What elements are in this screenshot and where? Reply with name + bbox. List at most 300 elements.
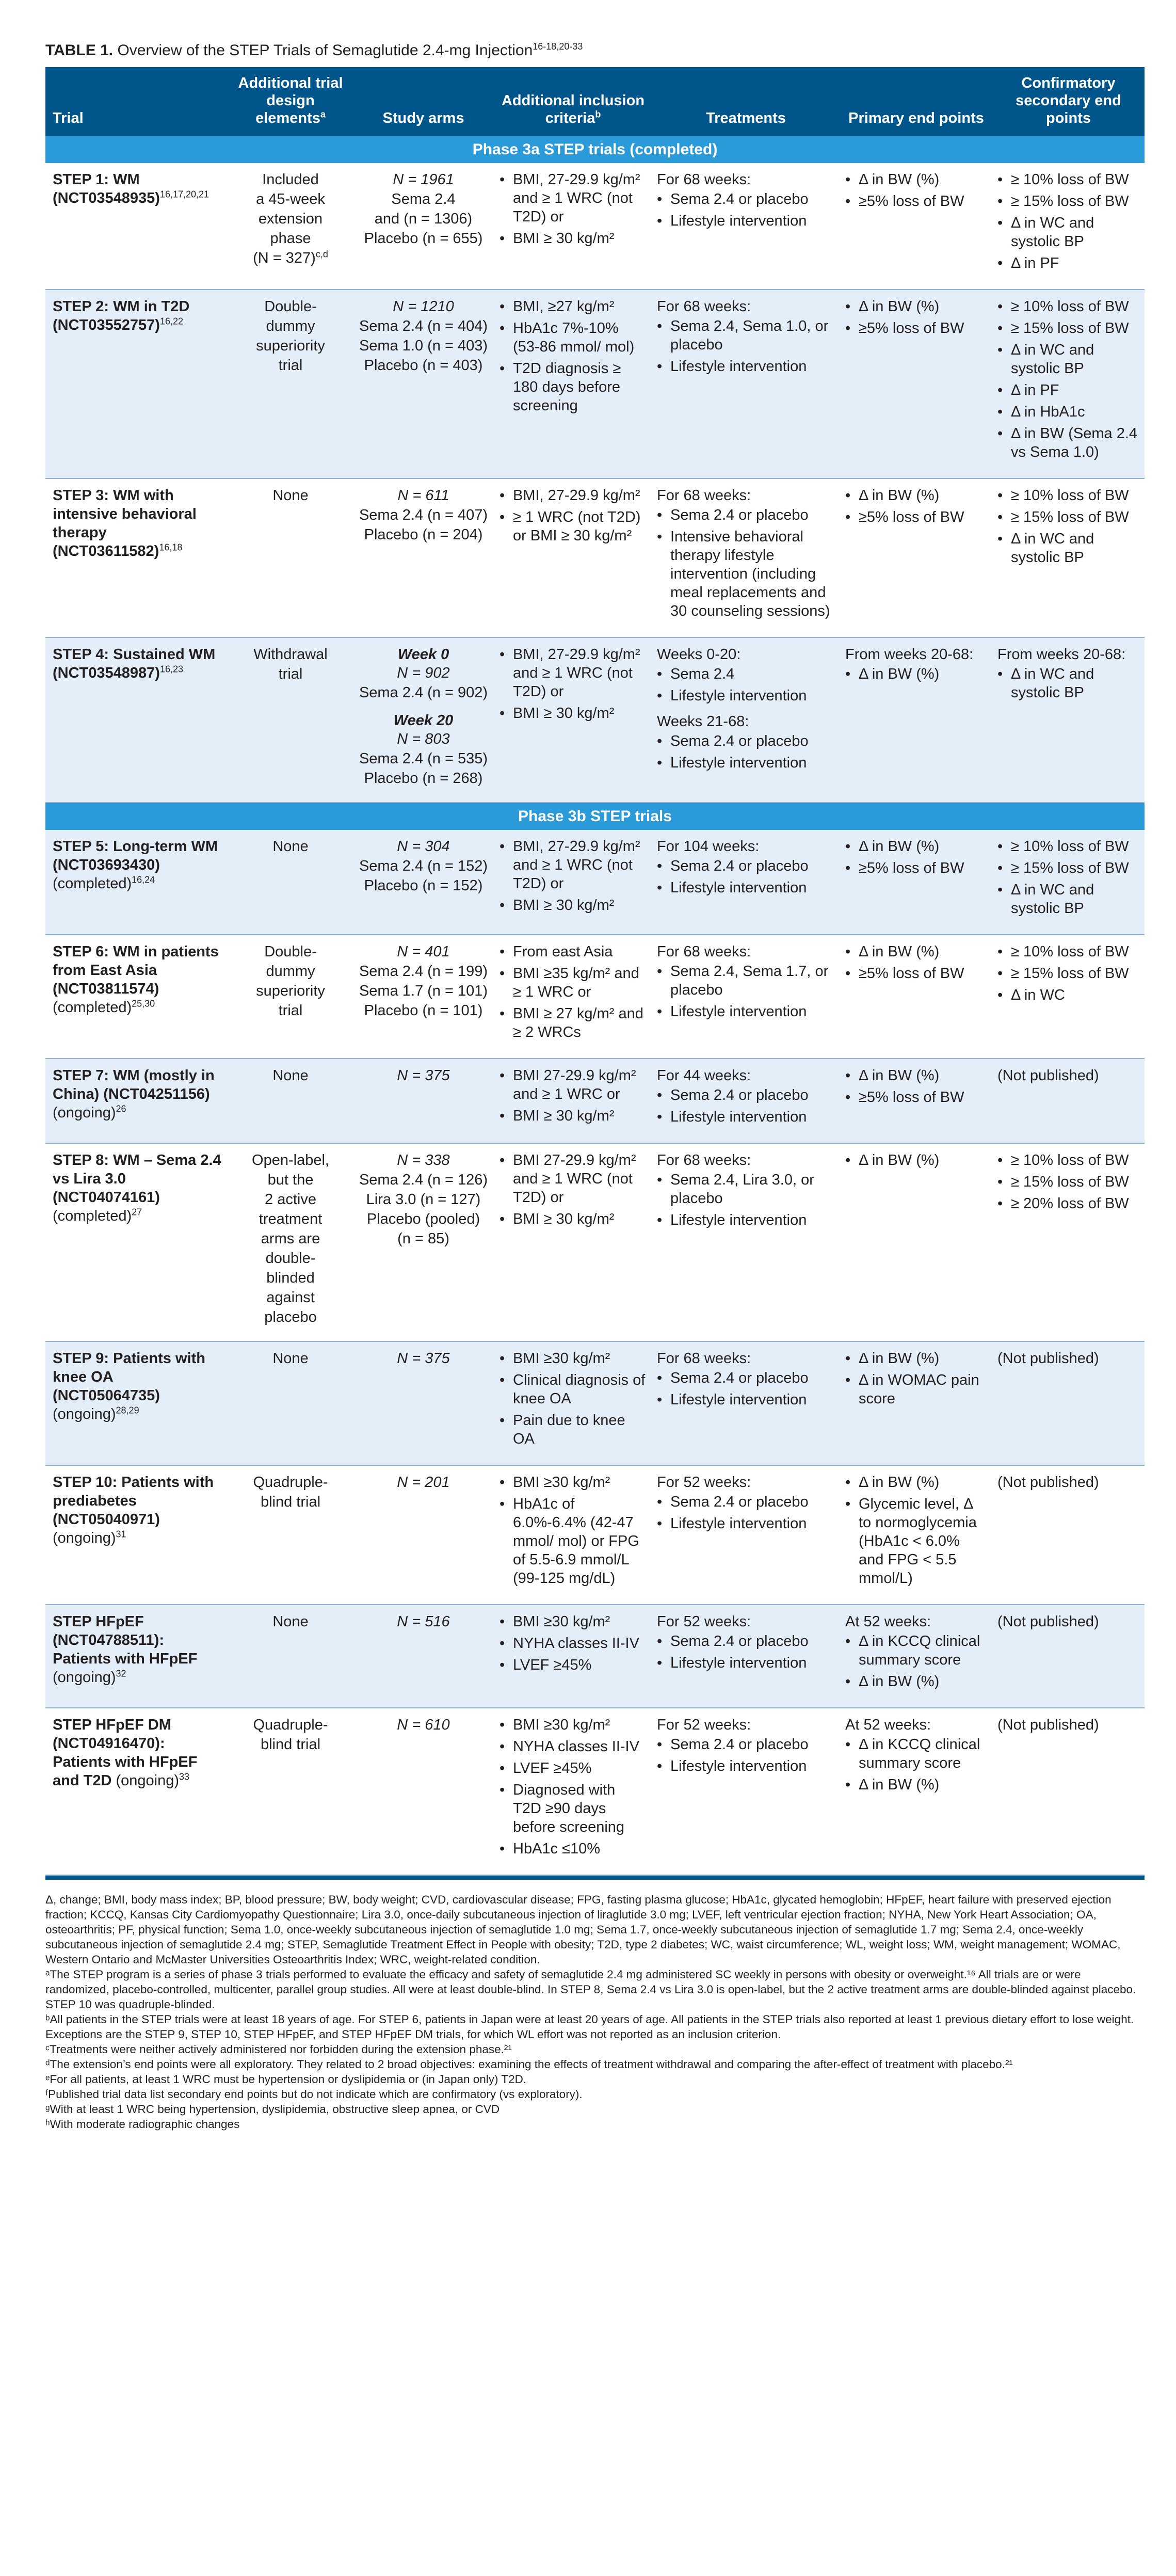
inclusion-list: [500, 486, 647, 545]
design-text: Withdrawal: [253, 646, 328, 663]
primary-endpoint-item: • Δ in WOMAC pain score: [845, 1371, 987, 1408]
inclusion-item: • BMI 27-29.9 kg/m² and ≥ 1 WRC or: [500, 1066, 647, 1103]
secondary-endpoint-cell: [992, 290, 1145, 478]
design-text: Quadruple-: [253, 1474, 328, 1491]
design-text: None: [272, 487, 309, 504]
design-cell: [229, 163, 352, 290]
design-text: a 45-week: [256, 191, 325, 207]
arm-total: N = 401: [397, 943, 450, 960]
treatment-cell: [652, 1143, 840, 1341]
design-text: superiority: [256, 338, 325, 354]
trial-cell: [45, 830, 229, 935]
primary-endpoint-cell: [840, 1605, 992, 1708]
trial-cell: [45, 1143, 229, 1341]
inclusion-item: • BMI, ≥27 kg/m²: [500, 297, 647, 316]
table-row: [45, 637, 1145, 803]
treatment-item: • Intensive behavioral therapy lifestyle intervention (including meal replacements and 30 counseling sessions): [657, 527, 835, 620]
arm-text: Sema 1.7 (n = 101): [359, 983, 488, 999]
trial-refs: 32: [116, 1668, 126, 1679]
arm-text: Placebo (n = 152): [364, 877, 483, 894]
design-text: Open-label,: [252, 1152, 329, 1169]
secondary-endpoint-text: (Not published): [997, 1613, 1099, 1630]
design-text: arms are: [261, 1230, 320, 1247]
arm-total: N = 375: [397, 1350, 450, 1367]
inclusion-item: • BMI ≥ 30 kg/m²: [500, 896, 647, 915]
inclusion-list: [500, 1473, 647, 1588]
inclusion-item: • ≥ 1 WRC (not T2D) or BMI ≥ 30 kg/m²: [500, 508, 647, 545]
inclusion-cell: [494, 1708, 652, 1875]
table-row: [45, 163, 1145, 290]
inclusion-item: • NYHA classes II-IV: [500, 1634, 647, 1653]
primary-endpoint-cell: [840, 637, 992, 803]
arm-total: N = 803: [397, 731, 450, 747]
phase-3a-label: Phase 3a STEP trials (completed): [45, 136, 1145, 163]
inclusion-item: • HbA1c of 6.0%-6.4% (42-47 mmol/ mol) or FPG of 5.5-6.9 mmol/L (99-125 mg/dL): [500, 1495, 647, 1588]
design-text: None: [272, 1613, 309, 1630]
treatment-list: [657, 1735, 835, 1775]
inclusion-item: • NYHA classes II-IV: [500, 1737, 647, 1756]
secondary-endpoint-cell: [992, 1059, 1145, 1143]
primary-endpoint-item: • Δ in BW (%): [845, 486, 987, 505]
step-trials-table: [45, 67, 1145, 1876]
treatment-item: • Sema 2.4 or placebo: [657, 1632, 835, 1651]
inclusion-item: • LVEF ≥45%: [500, 1759, 647, 1778]
header-arms: Study arms: [352, 67, 494, 136]
treatment-cell: [652, 1465, 840, 1605]
inclusion-cell: [494, 1341, 652, 1465]
design-text: blind trial: [260, 1494, 321, 1510]
arm-total: N = 338: [397, 1152, 450, 1169]
design-cell: [229, 478, 352, 637]
treatment-item: • Sema 2.4, Sema 1.0, or placebo: [657, 317, 835, 354]
inclusion-cell: [494, 830, 652, 935]
design-text: dummy: [266, 963, 315, 980]
secondary-endpoint-cell: [992, 478, 1145, 637]
primary-endpoint-item: • Δ in BW (%): [845, 1672, 987, 1691]
secondary-endpoint-item: • ≥ 15% loss of BW: [997, 508, 1139, 526]
treatment-item: • Lifestyle intervention: [657, 212, 835, 230]
inclusion-item: • T2D diagnosis ≥ 180 days before screening: [500, 359, 647, 415]
primary-endpoint-item: • Glycemic level, Δ to normoglycemia (HbA1c < 6.0% and FPG < 5.5 mmol/L): [845, 1495, 987, 1588]
treatment-item: • Sema 2.4 or placebo: [657, 506, 835, 524]
inclusion-item: • HbA1c ≤10%: [500, 1839, 647, 1858]
arm-text: Sema 2.4 (n = 199): [359, 963, 488, 980]
treatment-text: For 68 weeks:: [657, 487, 751, 504]
table-row: [45, 1059, 1145, 1143]
secondary-endpoint-list: [997, 170, 1139, 273]
treatment-item: • Lifestyle intervention: [657, 1514, 835, 1533]
inclusion-item: • BMI, 27-29.9 kg/m² and ≥ 1 WRC (not T2D) or: [500, 170, 647, 226]
primary-endpoint-list: [845, 1349, 987, 1408]
inclusion-list: [500, 1716, 647, 1858]
treatment-item: • Sema 2.4, Lira 3.0, or placebo: [657, 1171, 835, 1208]
secondary-endpoint-cell: [992, 1143, 1145, 1341]
secondary-endpoint-item: • ≥ 15% loss of BW: [997, 319, 1139, 338]
trial-refs: 27: [132, 1207, 142, 1218]
table-row: [45, 1708, 1145, 1875]
inclusion-cell: [494, 478, 652, 637]
treatment-item: • Sema 2.4 or placebo: [657, 732, 835, 750]
arm-total: N = 201: [397, 1474, 450, 1491]
secondary-endpoint-list: [997, 486, 1139, 567]
treatment-cell: [652, 1605, 840, 1708]
trial-status: (completed): [53, 999, 132, 1016]
secondary-endpoint-item: • Δ in PF: [997, 381, 1139, 399]
footnote: ᵈThe extension’s end points were all exploratory. They related to 2 broad objectives: examining the effects of treatment withdrawal and comparing the after-effect of treatment with placebo.²¹: [45, 2058, 1013, 2071]
page: [45, 40, 1145, 2132]
trial-status: (completed): [53, 1208, 132, 1224]
footnote: ᵉFor all patients, at least 1 WRC must be hypertension or dyslipidemia or (in Japan only) T2D.: [45, 2073, 527, 2086]
secondary-endpoint-item: • ≥ 10% loss of BW: [997, 1151, 1139, 1170]
secondary-endpoint-cell: [992, 830, 1145, 935]
arms-cell: [352, 830, 494, 935]
primary-endpoint-text: At 52 weeks:: [845, 1717, 931, 1733]
design-cell: [229, 1465, 352, 1605]
treatment-list: [657, 857, 835, 897]
design-text: None: [272, 1067, 309, 1084]
treatment-item: • Sema 2.4 or placebo: [657, 1369, 835, 1387]
secondary-endpoint-text: (Not published): [997, 1350, 1099, 1367]
treatment-item: • Lifestyle intervention: [657, 1211, 835, 1229]
table-header: [45, 67, 1145, 136]
primary-endpoint-list: [845, 1735, 987, 1794]
inclusion-item: • BMI ≥ 27 kg/m² and ≥ 2 WRCs: [500, 1004, 647, 1042]
trial-name: STEP 6: WM in patients from East Asia (NCT03811574): [53, 943, 219, 997]
arm-total: N = 1961: [393, 171, 454, 188]
table-row: [45, 1143, 1145, 1341]
inclusion-list: [500, 1349, 647, 1448]
inclusion-item: • BMI ≥35 kg/m² and ≥ 1 WRC or: [500, 964, 647, 1001]
inclusion-cell: [494, 290, 652, 478]
header-treatments: Treatments: [652, 67, 840, 136]
phase-3b-row: [45, 803, 1145, 830]
phase-3a-row: [45, 136, 1145, 163]
inclusion-item: • From east Asia: [500, 942, 647, 961]
design-text: 2 active: [265, 1191, 316, 1208]
primary-endpoint-item: • Δ in BW (%): [845, 297, 987, 316]
secondary-endpoint-item: • Δ in WC and systolic BP: [997, 530, 1139, 567]
inclusion-cell: [494, 1605, 652, 1708]
design-text: trial: [278, 357, 303, 374]
trial-name: STEP 9: Patients with knee OA (NCT05064735): [53, 1350, 205, 1404]
inclusion-cell: [494, 1465, 652, 1605]
arm-text: Lira 3.0 (n = 127): [366, 1191, 481, 1208]
treatment-cell: [652, 1708, 840, 1875]
header-design: Additional trial design elements$^a$: [229, 67, 352, 136]
secondary-endpoint-item: • ≥ 15% loss of BW: [997, 1173, 1139, 1191]
primary-endpoint-cell: [840, 1059, 992, 1143]
primary-endpoint-cell: [840, 478, 992, 637]
primary-endpoint-item: • Δ in BW (%): [845, 665, 987, 683]
trial-refs: 16,17,20,21: [159, 189, 210, 200]
trial-status: (ongoing): [53, 1406, 116, 1422]
table-row: [45, 478, 1145, 637]
treatment-list: [657, 732, 835, 772]
inclusion-list: [500, 170, 647, 248]
arm-total: N = 902: [397, 665, 450, 681]
inclusion-item: • BMI ≥30 kg/m²: [500, 1612, 647, 1631]
primary-endpoint-item: • Δ in KCCQ clinical summary score: [845, 1735, 987, 1772]
table-row: [45, 1341, 1145, 1465]
arms-cell: [352, 1059, 494, 1143]
secondary-endpoint-item: • ≥ 15% loss of BW: [997, 859, 1139, 877]
trial-refs: 33: [179, 1771, 190, 1782]
primary-endpoint-cell: [840, 1465, 992, 1605]
arms-cell: [352, 1465, 494, 1605]
primary-endpoint-item: • ≥5% loss of BW: [845, 192, 987, 211]
secondary-endpoint-item: • ≥ 10% loss of BW: [997, 486, 1139, 505]
primary-endpoint-item: • Δ in BW (%): [845, 942, 987, 961]
inclusion-item: • BMI, 27-29.9 kg/m² and ≥ 1 WRC (not T2D) or: [500, 837, 647, 893]
primary-endpoint-cell: [840, 290, 992, 478]
arm-week-label: Week 0: [397, 646, 449, 663]
primary-endpoint-item: • Δ in BW (%): [845, 1151, 987, 1170]
trial-status: (ongoing): [111, 1772, 179, 1789]
secondary-endpoint-item: • ≥ 10% loss of BW: [997, 942, 1139, 961]
treatment-cell: [652, 1341, 840, 1465]
design-text: (N = 327)$^{c,d}$: [253, 249, 328, 266]
trial-cell: [45, 290, 229, 478]
primary-endpoint-item: • ≥5% loss of BW: [845, 508, 987, 526]
design-cell: [229, 1708, 352, 1875]
arm-total: N = 375: [397, 1067, 450, 1084]
trial-refs: 16,18: [159, 542, 183, 553]
table-row: [45, 290, 1145, 478]
treatment-item: • Sema 2.4 or placebo: [657, 1735, 835, 1754]
inclusion-item: • BMI ≥ 30 kg/m²: [500, 229, 647, 248]
treatment-cell: [652, 478, 840, 637]
treatment-text: Weeks 21-68:: [657, 713, 749, 730]
trial-status: (completed): [53, 875, 132, 892]
primary-endpoint-item: • Δ in BW (%): [845, 1349, 987, 1368]
table-row: [45, 1465, 1145, 1605]
treatment-cell: [652, 163, 840, 290]
arms-cell: [352, 1341, 494, 1465]
arm-text: Placebo (n = 403): [364, 357, 483, 374]
inclusion-item: • Clinical diagnosis of knee OA: [500, 1371, 647, 1408]
arm-text: Sema 2.4 (n = 126): [359, 1172, 488, 1188]
trial-name: STEP 5: Long-term WM (NCT03693430): [53, 838, 218, 873]
arm-text: (n = 85): [397, 1230, 449, 1247]
inclusion-item: • BMI ≥ 30 kg/m²: [500, 704, 647, 723]
treatment-list: [657, 190, 835, 230]
treatment-item: • Lifestyle intervention: [657, 1757, 835, 1775]
arm-text: Sema 2.4: [391, 191, 456, 207]
trial-refs: 16,22: [159, 316, 183, 327]
treatment-cell: [652, 935, 840, 1059]
arm-text: Placebo (n = 204): [364, 526, 483, 543]
table-caption: [45, 40, 1145, 61]
trial-refs: 28,29: [116, 1405, 139, 1416]
trial-cell: [45, 478, 229, 637]
primary-endpoint-item: • ≥5% loss of BW: [845, 964, 987, 983]
primary-endpoint-item: • ≥5% loss of BW: [845, 319, 987, 338]
treatment-text: Weeks 0-20:: [657, 646, 741, 663]
trial-refs: 26: [116, 1103, 126, 1114]
primary-endpoint-cell: [840, 935, 992, 1059]
footnote: ᵇAll patients in the STEP trials were at least 18 years of age. For STEP 6, patients in Japan were at least 20 years of age. All patients in the STEP trials also reported at least 1 previous dietary effort to lose weight. Exceptions are the STEP 9, STEP 10, STEP HFpEF, and STEP HFpEF DM trials, for which WL effort was not reported as an inclusion criterion.: [45, 2013, 1134, 2041]
secondary-endpoint-text: (Not published): [997, 1067, 1099, 1084]
inclusion-list: [500, 1066, 647, 1125]
inclusion-list: [500, 1151, 647, 1228]
primary-endpoint-item: • Δ in BW (%): [845, 1775, 987, 1794]
arm-text: Placebo (n = 268): [364, 770, 483, 787]
treatment-list: [657, 665, 835, 705]
treatment-cell: [652, 830, 840, 935]
treatment-text: For 44 weeks:: [657, 1067, 751, 1084]
treatment-text: For 104 weeks:: [657, 838, 760, 855]
secondary-endpoint-item: • Δ in WC and systolic BP: [997, 214, 1139, 251]
trial-name: STEP 1: WM (NCT03548935): [53, 171, 160, 206]
trial-name: STEP 3: WM with intensive behavioral therapy (NCT03611582): [53, 487, 197, 559]
inclusion-item: • BMI ≥30 kg/m²: [500, 1473, 647, 1492]
secondary-endpoint-cell: [992, 1341, 1145, 1465]
trial-cell: [45, 1341, 229, 1465]
trial-refs: 16,24: [132, 874, 155, 885]
treatment-item: • Sema 2.4 or placebo: [657, 857, 835, 875]
design-cell: [229, 637, 352, 803]
treatment-list: [657, 1369, 835, 1409]
treatment-cell: [652, 290, 840, 478]
trial-cell: [45, 1605, 229, 1708]
secondary-endpoint-cell: [992, 935, 1145, 1059]
inclusion-list: [500, 837, 647, 915]
footnote: ᶜTreatments were neither actively administered nor forbidden during the extension phase.²¹: [45, 2043, 512, 2056]
treatment-item: • Lifestyle intervention: [657, 878, 835, 897]
primary-endpoint-cell: [840, 1708, 992, 1875]
treatment-item: • Lifestyle intervention: [657, 1390, 835, 1409]
design-text: blinded: [266, 1270, 315, 1286]
trial-refs: 25,30: [132, 998, 155, 1009]
treatment-item: • Sema 2.4 or placebo: [657, 1493, 835, 1511]
treatment-cell: [652, 637, 840, 803]
inclusion-cell: [494, 637, 652, 803]
primary-endpoint-item: • ≥5% loss of BW: [845, 859, 987, 877]
treatment-item: • Lifestyle intervention: [657, 1002, 835, 1021]
treatment-text: For 52 weeks:: [657, 1474, 751, 1491]
design-text: trial: [278, 666, 303, 682]
arms-cell: [352, 163, 494, 290]
trial-name: STEP 8: WM – Sema 2.4 vs Lira 3.0 (NCT04074161): [53, 1152, 221, 1206]
table-title: Overview of the STEP Trials of Semaglutide 2.4-mg Injection: [113, 42, 533, 59]
arm-text: Placebo (pooled): [366, 1211, 480, 1227]
design-text: None: [272, 838, 309, 855]
secondary-endpoint-item: • Δ in WC: [997, 986, 1139, 1004]
trial-cell: [45, 1708, 229, 1875]
table-body: [45, 136, 1145, 1875]
secondary-endpoint-item: • ≥ 20% loss of BW: [997, 1194, 1139, 1213]
design-text: trial: [278, 1002, 303, 1019]
design-cell: [229, 1059, 352, 1143]
inclusion-cell: [494, 935, 652, 1059]
secondary-endpoint-item: • ≥ 10% loss of BW: [997, 170, 1139, 189]
secondary-endpoint-item: • Δ in BW (Sema 2.4 vs Sema 1.0): [997, 424, 1139, 461]
primary-endpoint-item: • Δ in BW (%): [845, 170, 987, 189]
inclusion-item: • BMI, 27-29.9 kg/m² and ≥ 1 WRC (not T2D) or: [500, 645, 647, 701]
trial-name: STEP HFpEF DM (NCT04916470): Patients with HFpEF and T2D: [53, 1717, 198, 1789]
secondary-endpoint-cell: [992, 1465, 1145, 1605]
design-text: placebo: [264, 1309, 317, 1325]
arm-text: Placebo (n = 101): [364, 1002, 483, 1019]
arm-text: Sema 2.4 (n = 404): [359, 318, 488, 334]
treatment-text: For 68 weeks:: [657, 171, 751, 188]
primary-endpoint-cell: [840, 163, 992, 290]
header-secondary: Confirmatory secondary end points: [992, 67, 1145, 136]
secondary-endpoint-item: • Δ in WC and systolic BP: [997, 881, 1139, 918]
trial-cell: [45, 1465, 229, 1605]
design-text: phase: [270, 230, 311, 247]
treatment-item: • Sema 2.4 or placebo: [657, 190, 835, 209]
trial-refs: 16,23: [159, 664, 183, 675]
arms-cell: [352, 935, 494, 1059]
phase-3b-label: Phase 3b STEP trials: [45, 803, 1145, 830]
treatment-text: For 52 weeks:: [657, 1613, 751, 1630]
primary-endpoint-list: [845, 1632, 987, 1691]
treatment-cell: [652, 1059, 840, 1143]
trial-name: STEP HFpEF (NCT04788511): Patients with HFpEF: [53, 1613, 198, 1667]
primary-endpoint-item: • Δ in BW (%): [845, 837, 987, 856]
inclusion-list: [500, 297, 647, 415]
treatment-list: [657, 962, 835, 1021]
secondary-endpoint-list: [997, 297, 1139, 461]
design-text: dummy: [266, 318, 315, 334]
primary-endpoint-list: [845, 297, 987, 338]
primary-endpoint-item: • Δ in BW (%): [845, 1473, 987, 1492]
treatment-list: [657, 1632, 835, 1672]
secondary-endpoint-list: [997, 665, 1139, 702]
trial-name: STEP 4: Sustained WM (NCT03548987): [53, 646, 216, 681]
primary-endpoint-cell: [840, 1341, 992, 1465]
table-row: [45, 935, 1145, 1059]
treatment-item: • Lifestyle intervention: [657, 1108, 835, 1126]
primary-endpoint-list: [845, 665, 987, 683]
secondary-endpoint-item: • Δ in WC and systolic BP: [997, 665, 1139, 702]
trial-name: STEP 7: WM (mostly in China) (NCT04251156): [53, 1067, 215, 1102]
treatment-item: • Lifestyle intervention: [657, 754, 835, 772]
design-text: Double-: [264, 943, 317, 960]
primary-endpoint-list: [845, 486, 987, 526]
treatment-list: [657, 506, 835, 620]
treatment-list: [657, 1171, 835, 1229]
arms-cell: [352, 637, 494, 803]
arms-cell: [352, 1708, 494, 1875]
primary-endpoint-item: • ≥5% loss of BW: [845, 1088, 987, 1107]
design-cell: [229, 935, 352, 1059]
trial-cell: [45, 163, 229, 290]
table-row: [45, 1605, 1145, 1708]
design-text: against: [266, 1289, 315, 1306]
secondary-endpoint-cell: [992, 637, 1145, 803]
primary-endpoint-list: [845, 170, 987, 211]
arm-total: N = 516: [397, 1613, 450, 1630]
trial-cell: [45, 637, 229, 803]
arm-text: Sema 2.4 (n = 407): [359, 507, 488, 523]
primary-endpoint-item: • Δ in KCCQ clinical summary score: [845, 1632, 987, 1669]
inclusion-item: • BMI, 27-29.9 kg/m²: [500, 486, 647, 505]
inclusion-item: • BMI ≥30 kg/m²: [500, 1349, 647, 1368]
secondary-endpoint-list: [997, 942, 1139, 1004]
secondary-endpoint-item: • ≥ 10% loss of BW: [997, 297, 1139, 316]
arm-text: and (n = 1306): [374, 211, 473, 227]
inclusion-item: • LVEF ≥45%: [500, 1656, 647, 1674]
inclusion-item: • HbA1c 7%-10% (53-86 mmol/ mol): [500, 319, 647, 356]
design-cell: [229, 1143, 352, 1341]
design-text: blind trial: [260, 1736, 321, 1753]
trial-status: (ongoing): [53, 1105, 116, 1121]
arm-total: N = 304: [397, 838, 450, 855]
design-sup: c,d: [315, 249, 328, 260]
footnote: ʰWith moderate radiographic changes: [45, 2118, 240, 2131]
